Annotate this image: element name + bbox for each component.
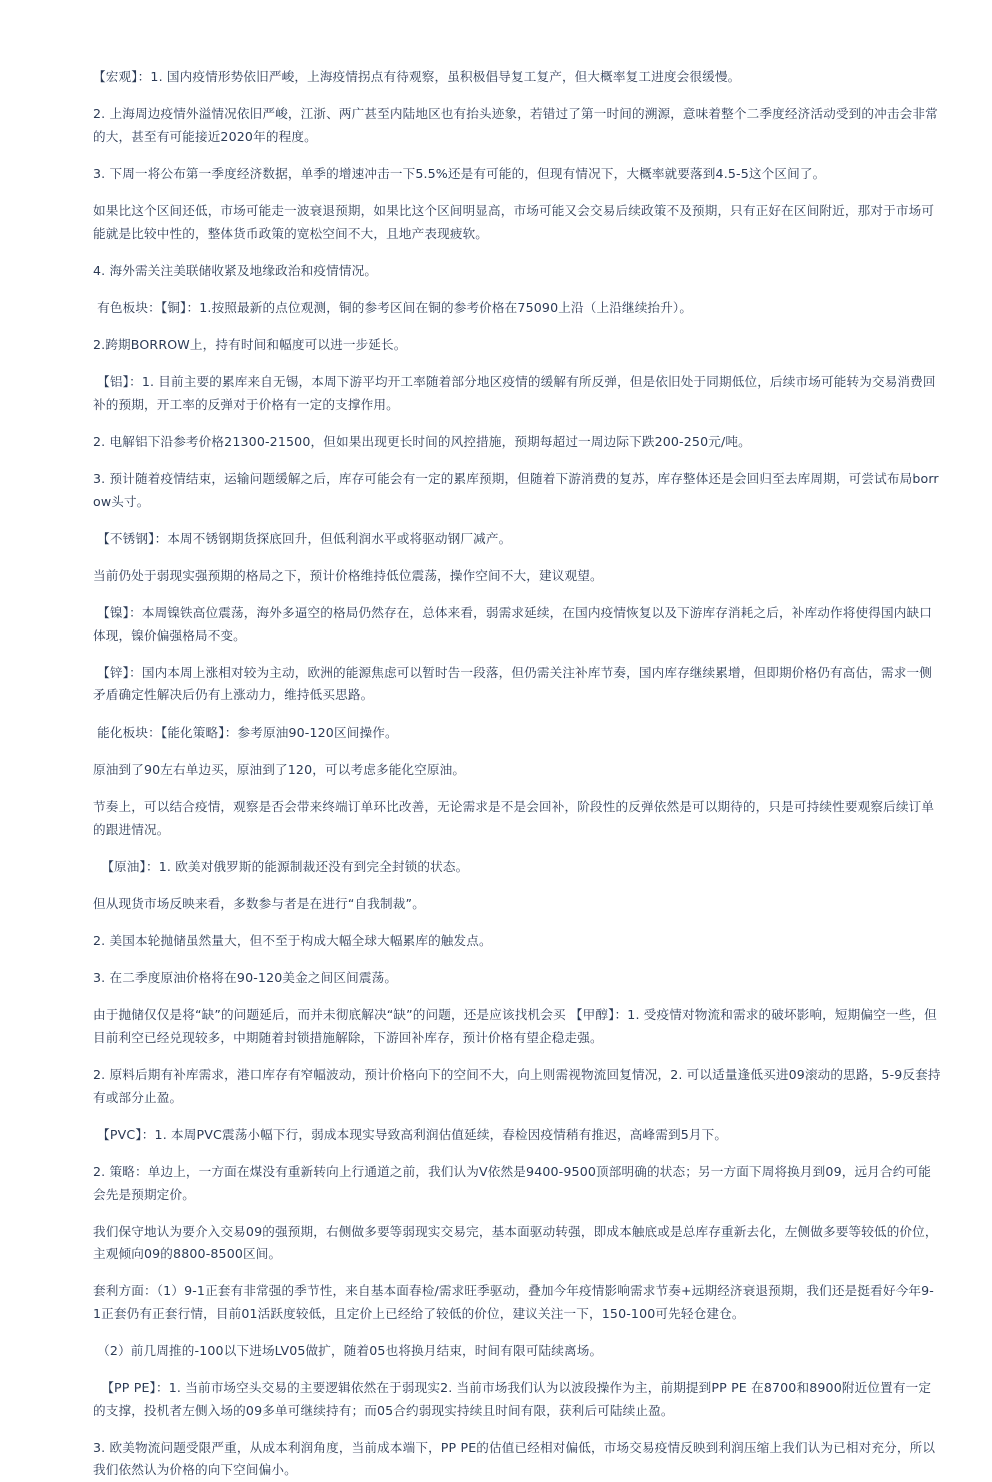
paragraph-copper-1: 有色板块：【铜】：1.按照最新的点位观测，铜的参考区间在铜的参考价格在75090上沿（上沿继续抬升）。 — [93, 299, 693, 315]
paragraph-pvc-arbitrage-2: （2）前几周推的-100以下进场LV05做扩，随着05也将换月结束，时间有限可陆续离场。 — [93, 1343, 603, 1359]
paragraph-aluminum-1: 【铝】：1. 目前主要的累库来自无锡，本周下游平均开工率随着部分地区疫情的缓解有所反弹，但是依旧处于同期低位，后续市场可能转为交易消费回补的预期，开工率的反弹对于价格有一定的支撑作用。 — [93, 374, 936, 412]
paragraph-crude-1: 【原油】：1. 欧美对俄罗斯的能源制裁还没有到完全封锁的状态。 — [93, 858, 469, 874]
paragraph-crude-1-cont: 但从现货市场反映来看，多数参与者是在进行“自我制裁”。 — [93, 895, 425, 911]
paragraph-zinc: 【锌】：国内本周上涨相对较为主动，欧洲的能源焦虑可以暂时告一段落，但仍需关注补库节奏，国内库存继续累增，但即期价格仍有高估，需求一侧矛盾确定性解决后仍有上涨动力，维持低买思路。 — [93, 664, 932, 703]
paragraph-macro-4: 4. 海外需关注美联储收紧及地缘政治和疫情情况。 — [93, 262, 378, 278]
paragraph-aluminum-2: 2. 电解铝下沿参考价格21300-21500，但如果出现更长时间的风控措施，预期每超过一周边际下跌200-250元/吨。 — [93, 434, 751, 449]
paragraph-macro-3: 3. 下周一将公布第一季度经济数据，单季的增速冲击一下5.5%还是有可能的，但现有情况下，大概率就要落到4.5-5这个区间了。 — [93, 165, 826, 181]
paragraph-copper-2: 2.跨期BORROW上，持有时间和幅度可以进一步延长。 — [93, 337, 407, 353]
paragraph-pp-pe-3: 3. 欧美物流问题受限严重，从成本利润角度，当前成本端下，PP PE的估值已经相对偏低，市场交易疫情反映到利润压缩上我们认为已相对充分，所以我们依然认为价格的向下空间偏小。 — [93, 1439, 936, 1478]
paragraph-crude-2: 2. 美国本轮抛储虽然量大，但不至于构成大幅全球大幅累库的触发点。 — [93, 933, 492, 949]
paragraph-methanol-2: 2. 原料后期有补库需求，港口库存有窄幅波动，预计价格向下的空间不大，向上则需视物流回复情况，2. 可以适量逢低买进09滚动的思路，5-9反套持有或部分止盈。 — [93, 1067, 941, 1105]
paragraph-macro-2: 2. 上海周边疫情外溢情况依旧严峻，江浙、两广甚至内陆地区也有抬头迹象，若错过了第一时间的溯源，意味着整个二季度经济活动受到的冲击会非常的大，甚至有可能接近2020年的程度。 — [93, 106, 938, 144]
paragraph-pvc-1: 【PVC】：1. 本周PVC震荡小幅下行，弱成本现实导致高利润估值延续，春检因疫情稍有推迟，高峰需到5月下。 — [93, 1126, 728, 1142]
paragraph-pvc-2: 2. 策略：单边上，一方面在煤没有重新转向上行通道之前，我们认为V依然是9400-9500顶部明确的状态；另一方面下周将换月到09，远月合约可能会先是预期定价。 — [93, 1164, 931, 1202]
paragraph-methanol-1: 由于抛储仅仅是将“缺”的问题延后，而并未彻底解决“缺”的问题，还是应该找机会买 【甲醇】：1. 受疫情对物流和需求的破坏影响，短期偏空一些，但目前利空已经兑现较多，中期随着封锁措施解除，下游回补库存，预计价格有望企稳走强。 — [93, 1007, 937, 1045]
paragraph-nickel: 【镍】：本周镍铁高位震荡，海外多逼空的格局仍然存在，总体来看，弱需求延续，在国内疫情恢复以及下游库存消耗之后，补库动作将使得国内缺口体现，镍价偏强格局不变。 — [93, 605, 932, 643]
paragraph-pvc-arbitrage-1: 套利方面：（1）9-1正套有非常强的季节性，来自基本面春检/需求旺季驱动，叠加今年疫情影响需求节奏+远期经济衰退预期，我们还是挺看好今年9-1正套仍有正套行情，目前01活跃度较低，且定价上已经给了较低的价位，建议关注一下，150-100可先轻仓建仓。 — [93, 1283, 934, 1321]
paragraph-macro-1: 【宏观】：1. 国内疫情形势依旧严峻，上海疫情拐点有待观察，虽积极倡导复工复产，但大概率复工进度会很缓慢。 — [93, 69, 741, 84]
paragraph-crude-3: 3. 在二季度原油价格将在90-120美金之间区间震荡。 — [93, 970, 398, 986]
paragraph-pvc-3: 我们保守地认为要介入交易09的强预期，右侧做多要等弱现实交易完，基本面驱动转强，即成本触底或是总库存重新去化，左侧做多要等较低的价位，主观倾向09的8800-8500区间。 — [93, 1223, 938, 1262]
paragraph-energy-strategy-3: 节奏上，可以结合疫情，观察是否会带来终端订单环比改善，无论需求是不是会回补，阶段性的反弹依然是可以期待的，只是可持续性要观察后续订单的跟进情况。 — [93, 799, 935, 837]
paragraph-stainless-1: 【不锈钢】：本周不锈钢期货探底回升，但低利润水平或将驱动钢厂减产。 — [93, 530, 512, 546]
paragraph-stainless-2: 当前仍处于弱现实强预期的格局之下，预计价格维持低位震荡，操作空间不大，建议观望。 — [93, 568, 603, 584]
paragraph-energy-strategy-2: 原油到了90左右单边买，原油到了120，可以考虑多能化空原油。 — [93, 761, 466, 777]
paragraph-pp-pe-1: 【PP PE】：1. 当前市场空头交易的主要逻辑依然在于弱现实2. 当前市场我们认为以波段操作为主，前期提到PP PE 在8700和8900附近位置有一定的支撑，投机者左侧入场的09多单可继续持有；而05合约弱现实持续且时间有限，获利后可陆续止盈。 — [93, 1380, 932, 1418]
paragraph-aluminum-3: 3. 预计随着疫情结束，运输问题缓解之后，库存可能会有一定的累库预期，但随着下游消费的复苏，库存整体还是会回归至去库周期，可尝试布局borrow头寸。 — [93, 471, 939, 509]
paragraph-energy-strategy: 能化板块：【能化策略】：参考原油90-120区间操作。 — [93, 724, 398, 740]
paragraph-macro-3-cont: 如果比这个区间还低，市场可能走一波衰退预期，如果比这个区间明显高，市场可能又会交易后续政策不及预期，只有正好在区间附近，那对于市场可能就是比较中性的，整体货币政策的宽松空间不大，且地产表现疲软。 — [93, 203, 935, 241]
